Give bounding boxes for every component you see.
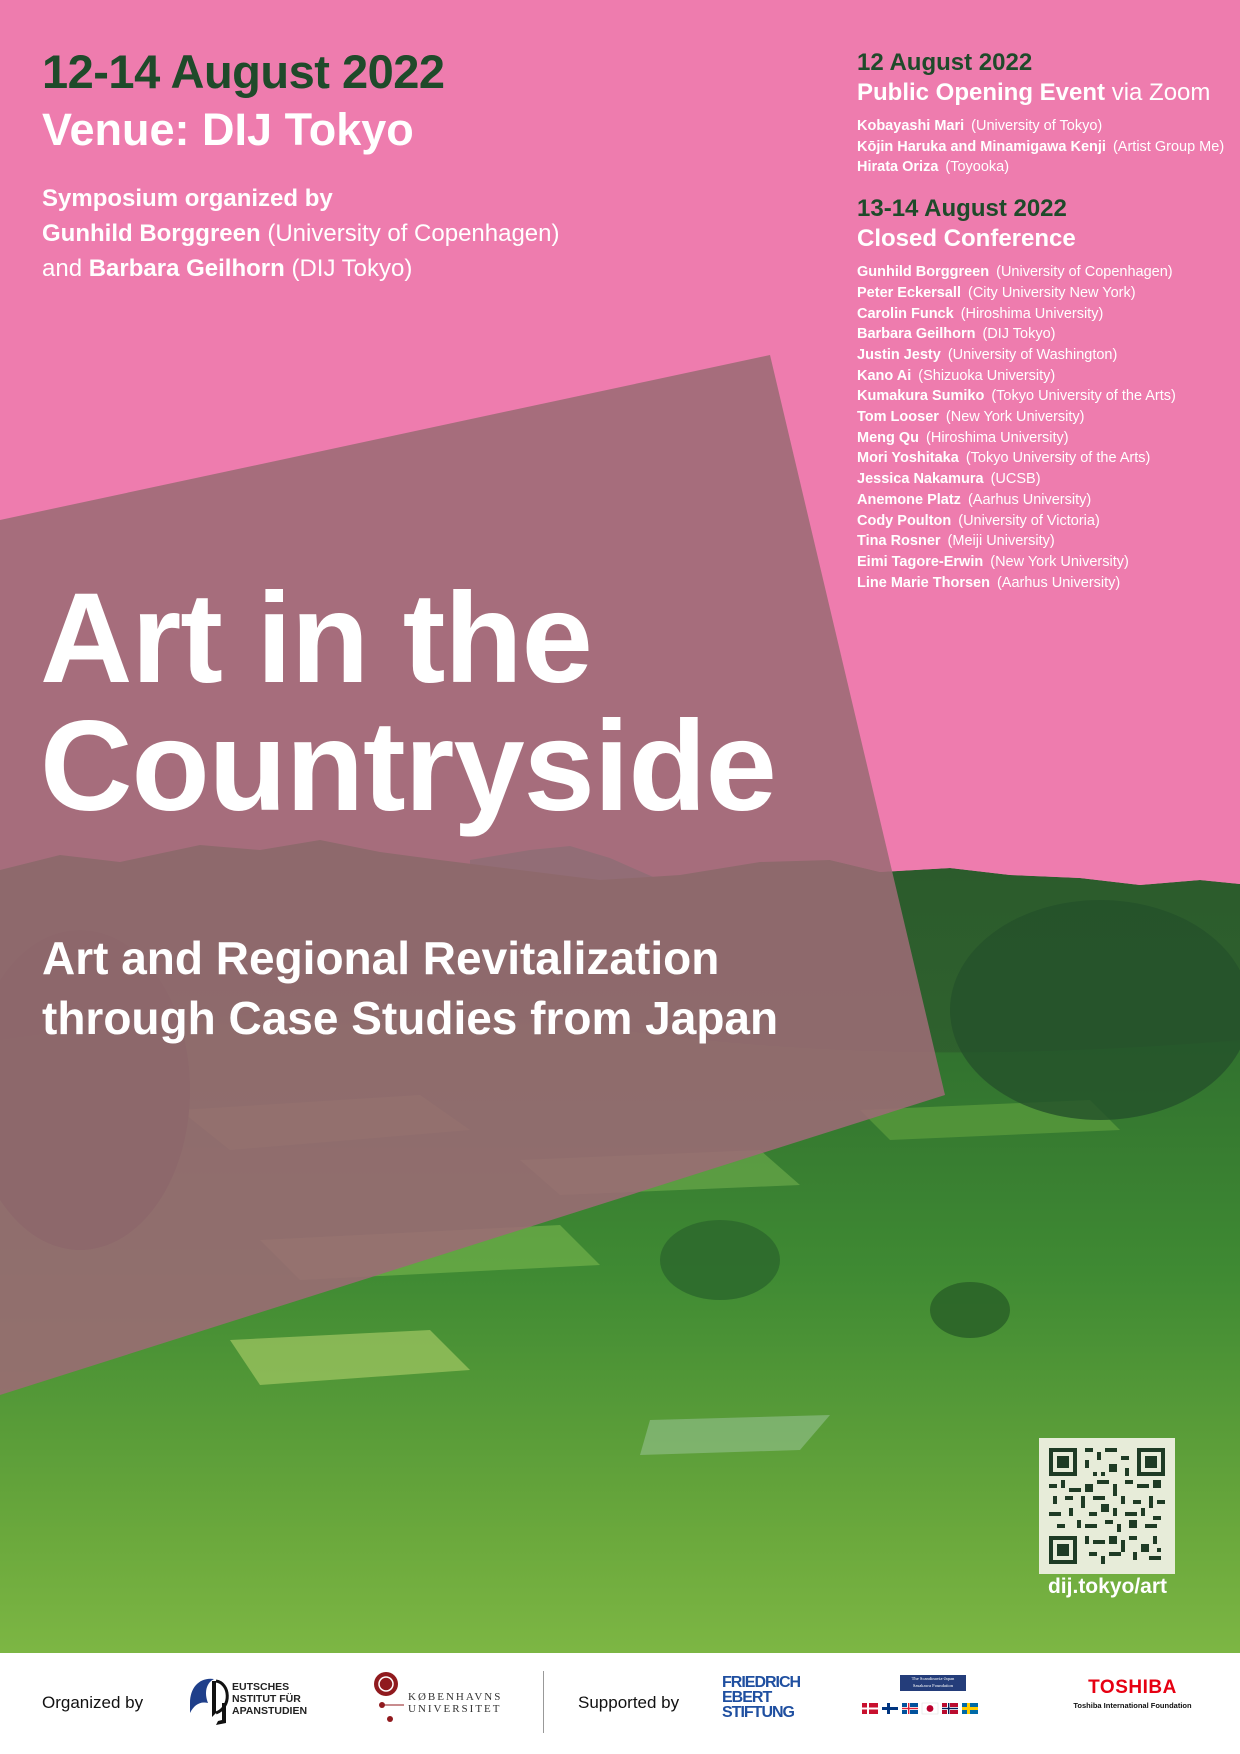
speaker-item xyxy=(857,490,1227,511)
footer-divider xyxy=(543,1671,544,1733)
main-title-line-2: Countryside xyxy=(40,695,776,838)
speaker-affiliation: (New York University) xyxy=(945,409,1085,426)
organizer-1-name: Gunhild Borggreen xyxy=(42,220,261,247)
speaker-affiliation: (UCSB) xyxy=(990,471,1041,488)
conference-title: Closed Conference xyxy=(857,225,1076,253)
dij-logo-text-3: APANSTUDIEN xyxy=(232,1705,308,1717)
speaker-affiliation: (Hiroshima University) xyxy=(960,305,1104,322)
speaker-item xyxy=(857,304,1227,325)
organized-by-label: Organized by xyxy=(42,1693,144,1712)
dij-emblem-icon xyxy=(186,1673,236,1727)
opening-date: 12 August 2022 xyxy=(857,49,1033,76)
speaker-name: Kōjin Haruka and Minamigawa Kenji xyxy=(857,138,1106,155)
ku-seal-icon xyxy=(368,1669,404,1729)
speaker-affiliation: (Aarhus University) xyxy=(996,574,1121,591)
speaker-item xyxy=(857,552,1227,573)
speaker-affiliation: (Tokyo University of the Arts) xyxy=(965,450,1151,467)
speaker-name: Kobayashi Mari xyxy=(857,118,965,134)
speaker-affiliation: (Hiroshima University) xyxy=(926,429,1069,446)
qr-code[interactable] xyxy=(1039,1438,1175,1574)
speaker-affiliation: (Toyooka) xyxy=(945,159,1010,176)
program-column xyxy=(857,48,1227,593)
toshiba-name: TOSHIBA xyxy=(1088,1677,1177,1698)
fes-logo-text-2: EBERT xyxy=(722,1689,772,1706)
footer xyxy=(0,1653,1240,1754)
opening-title-rest: via Zoom xyxy=(1111,79,1211,106)
event-date: 12-14 August 2022 xyxy=(42,45,445,98)
speaker-name: Kumakura Sumiko xyxy=(857,388,985,405)
speaker-name: Carolin Funck xyxy=(857,305,954,322)
and-word: and xyxy=(42,255,83,282)
opening-title-bold: Public Opening Event xyxy=(857,79,1106,106)
dij-logo xyxy=(186,1671,316,1731)
opening-title xyxy=(857,78,1227,108)
speaker-item xyxy=(857,137,1227,158)
speaker-item xyxy=(857,345,1227,366)
speaker-affiliation: (Shizuoka University) xyxy=(918,367,1056,384)
speaker-name: Gunhild Borggreen xyxy=(857,264,990,281)
speaker-affiliation: (City University New York) xyxy=(968,284,1136,301)
qr-url-text[interactable]: dij.tokyo/art xyxy=(1047,1575,1168,1598)
speaker-name: Eimi Tagore-Erwin xyxy=(857,553,984,570)
speaker-name: Tina Rosner xyxy=(857,533,941,550)
speaker-name: Peter Eckersall xyxy=(857,284,961,301)
conference-date: 13-14 August 2022 xyxy=(857,195,1067,223)
speaker-affiliation: (University of Copenhagen) xyxy=(996,264,1173,281)
speaker-affiliation: (Tokyo University of the Arts) xyxy=(991,388,1176,405)
organizer-2-name: Barbara Geilhorn xyxy=(88,255,285,282)
toshiba-foundation-text: Toshiba International Foundation xyxy=(1073,1701,1192,1710)
speaker-item xyxy=(857,531,1227,552)
speaker-item xyxy=(857,407,1227,428)
speaker-item xyxy=(857,262,1227,283)
speaker-name: Justin Jesty xyxy=(857,346,941,363)
sasakawa-logo-text-2: Sasakawa Foundation xyxy=(912,1683,954,1688)
speaker-item xyxy=(857,366,1227,387)
speaker-affiliation: (New York University) xyxy=(990,553,1129,570)
organized-intro: Symposium organized by xyxy=(42,185,333,212)
subtitle-line-1: Art and Regional Revitalization xyxy=(42,932,720,984)
organizer-1-affiliation: (University of Copenhagen) xyxy=(267,220,560,247)
speaker-item xyxy=(857,386,1227,407)
speaker-name: Tom Looser xyxy=(857,409,939,426)
speaker-item xyxy=(857,573,1227,594)
speaker-affiliation: (University of Victoria) xyxy=(958,512,1100,529)
speaker-affiliation: (University of Tokyo) xyxy=(971,118,1103,134)
speaker-name: Hirata Oriza xyxy=(857,159,939,176)
speaker-item xyxy=(857,428,1227,449)
speaker-affiliation: (University of Washington) xyxy=(947,346,1118,363)
speaker-affiliation: (Aarhus University) xyxy=(967,491,1092,508)
sasakawa-logo xyxy=(860,1675,1000,1735)
supported-by-label: Supported by xyxy=(578,1693,680,1712)
speaker-item xyxy=(857,324,1227,345)
organizers-block xyxy=(42,181,560,286)
speaker-item xyxy=(857,157,1227,178)
speaker-item xyxy=(857,283,1227,304)
main-title xyxy=(40,567,776,838)
venue: Venue: DIJ Tokyo xyxy=(42,104,414,155)
dij-logo-text-2: NSTITUT FÜR xyxy=(232,1693,301,1705)
speaker-affiliation: (Artist Group Me) xyxy=(1112,138,1225,155)
dij-logo-text-1: EUTSCHES xyxy=(232,1681,290,1693)
speaker-affiliation: (Meiji University) xyxy=(947,533,1055,550)
speaker-item xyxy=(857,448,1227,469)
speaker-name: Mori Yoshitaka xyxy=(857,450,959,467)
organizer-2-affiliation: (DIJ Tokyo) xyxy=(291,255,413,282)
speaker-name: Line Marie Thorsen xyxy=(857,574,990,591)
qr-code-icon xyxy=(1049,1448,1165,1564)
speaker-affiliation: (DIJ Tokyo) xyxy=(982,326,1056,343)
speaker-item xyxy=(857,469,1227,490)
main-title-line-1: Art in the xyxy=(40,567,592,710)
nordic-flags-icon xyxy=(860,1699,1000,1719)
sasakawa-logo-text-1: The Scandinavia-Japan xyxy=(911,1676,955,1681)
conference-speakers xyxy=(857,262,1227,593)
speaker-item xyxy=(857,511,1227,532)
speaker-name: Jessica Nakamura xyxy=(857,471,984,488)
ku-logo-text-2: UNIVERSITET xyxy=(408,1703,502,1715)
speaker-name: Barbara Geilhorn xyxy=(857,326,976,343)
speaker-name: Meng Qu xyxy=(857,429,920,446)
speaker-name: Cody Poulton xyxy=(857,512,952,529)
opening-speakers xyxy=(857,116,1227,178)
ku-logo xyxy=(368,1669,508,1735)
speaker-item xyxy=(857,116,1227,137)
fes-logo-text-1: FRIEDRICH xyxy=(722,1674,801,1691)
subtitle xyxy=(42,928,778,1048)
subtitle-line-2: through Case Studies from Japan xyxy=(42,992,779,1044)
speaker-name: Anemone Platz xyxy=(857,491,961,508)
toshiba-logo xyxy=(1070,1677,1195,1710)
fes-logo-text-3: STIFTUNG xyxy=(722,1704,794,1721)
speaker-name: Kano Ai xyxy=(857,367,912,384)
ku-logo-text-1: KØBENHAVNS xyxy=(408,1691,503,1703)
fes-logo xyxy=(722,1675,800,1720)
